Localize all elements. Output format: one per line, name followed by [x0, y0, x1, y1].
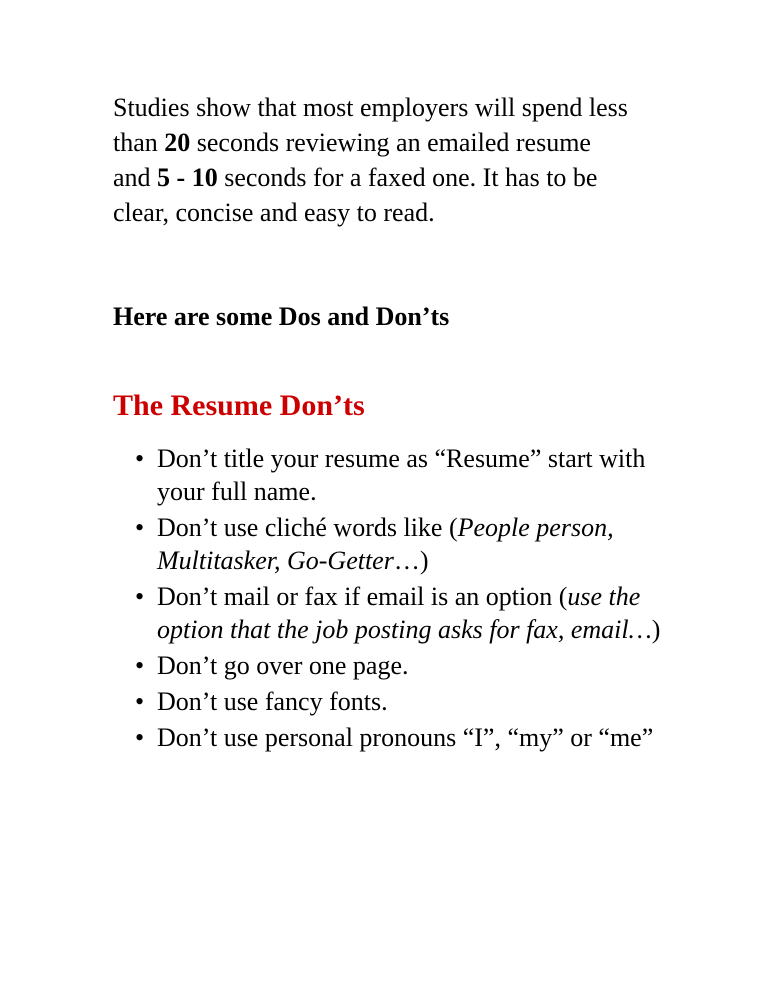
email-seconds-value: 20	[164, 128, 191, 157]
list-item-tail: …)	[393, 546, 429, 575]
list-item	[135, 649, 665, 682]
list-item-italic: People person, Multitasker, Go-Getter	[157, 513, 614, 575]
fax-seconds-value: 5 - 10	[157, 163, 218, 192]
bullet-icon: •	[135, 513, 145, 542]
list-item-text: Don’t title your resume as “Resume” start with your full name.	[157, 444, 646, 506]
resume-donts-heading: The Resume Don’ts	[113, 389, 365, 422]
list-item	[135, 721, 665, 754]
bullet-icon: •	[135, 444, 145, 473]
bullet-icon: •	[135, 651, 145, 680]
dos-donts-heading: Here are some Dos and Don’ts	[113, 302, 450, 331]
intro-text-1: Studies show that most employers will spend less than	[113, 93, 628, 157]
bullet-icon: •	[135, 582, 145, 611]
list-item	[135, 511, 665, 577]
list-item-tail: )	[651, 615, 661, 644]
list-item	[135, 442, 665, 508]
intro-paragraph	[113, 90, 633, 230]
intro-text-3: seconds for a faxed one. It has to be clear, concise and easy to read.	[113, 163, 598, 227]
list-item-text: Don’t go over one page.	[157, 651, 409, 680]
list-item-text: Don’t use personal pronouns “I”, “my” or “me”	[157, 723, 654, 752]
list-item-text: Don’t use fancy fonts.	[157, 687, 388, 716]
list-item-italic: use the option that the job posting asks for fax, email…	[157, 582, 652, 644]
list-item-text: Don’t mail or fax if email is an option (	[157, 582, 568, 611]
bullet-icon: •	[135, 723, 145, 752]
intro-text-2: seconds reviewing an emailed resume and	[113, 128, 591, 192]
list-item	[135, 580, 665, 646]
bullet-icon: •	[135, 687, 145, 716]
list-item	[135, 685, 665, 718]
donts-list	[135, 442, 665, 757]
list-item-text: Don’t use cliché words like (	[157, 513, 458, 542]
